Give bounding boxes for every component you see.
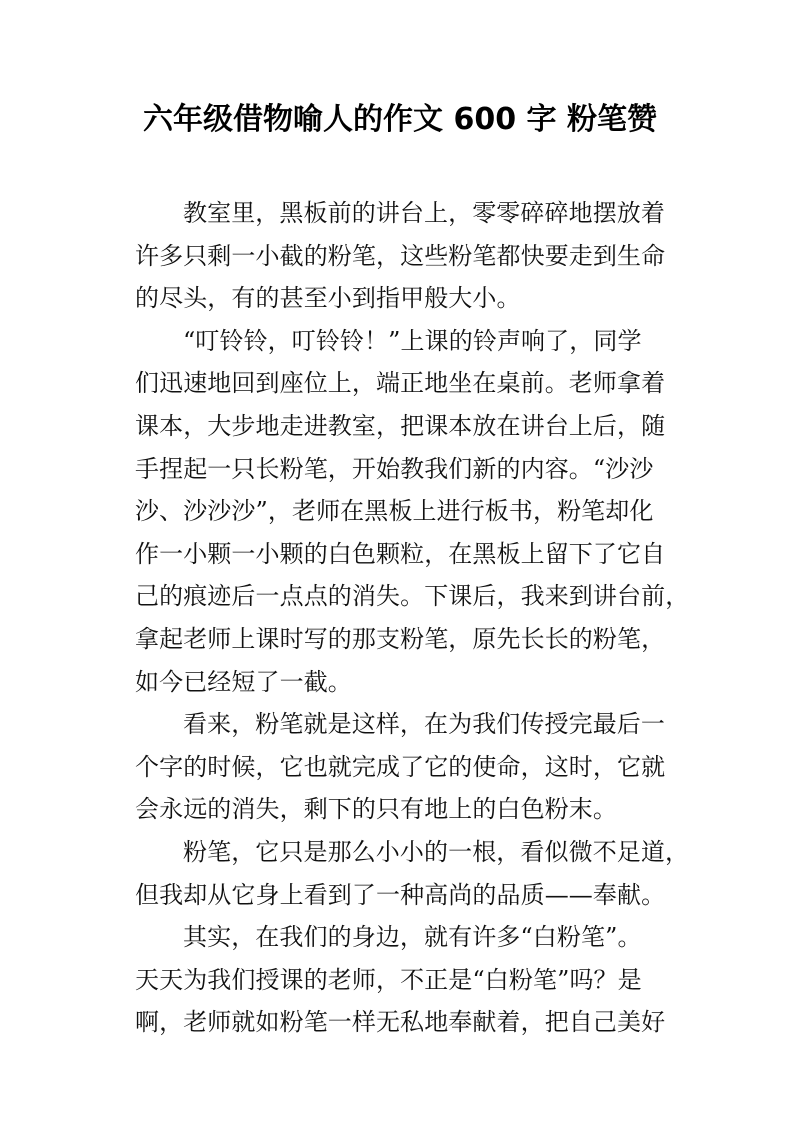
text-line: 粉笔，它只是那么小小的一根，看似微不足道， — [183, 837, 690, 866]
text-line: 如今已经短了一截。 — [135, 667, 352, 696]
text-line: 拿起老师上课时写的那支粉笔，原先长长的粉笔， — [135, 624, 666, 653]
text-line: 们迅速地回到座位上，端正地坐在桌前。老师拿着 — [135, 369, 666, 398]
text-line: 许多只剩一小截的粉笔，这些粉笔都快要走到生命 — [135, 241, 666, 270]
text-line: 个字的时候，它也就完成了它的使命，这时，它就 — [135, 752, 666, 781]
text-line: 沙、沙沙沙”，老师在黑板上进行板书，粉笔却化 — [135, 497, 654, 526]
text-line: 教室里，黑板前的讲台上，零零碎碎地摆放着 — [183, 199, 665, 227]
text-line: 手捏起一只长粉笔，开始教我们新的内容。“沙沙 — [135, 454, 654, 483]
text-line: 会永远的消失，剩下的只有地上的白色粉末。 — [135, 795, 617, 824]
text-line: 其实，在我们的身边，就有许多“白粉笔”。 — [183, 923, 642, 952]
text-line: 但我却从它身上看到了一种高尚的品质——奉献。 — [135, 880, 666, 909]
text-line: 己的痕迹后一点点的消失。下课后，我来到讲台前， — [135, 582, 690, 611]
text-line: 课本，大步地走进教室，把课本放在讲台上后，随 — [135, 411, 666, 440]
text-line: 啊，老师就如粉笔一样无私地奉献着，把自己美好 — [135, 1008, 666, 1037]
document-title: 六年级借物喻人的作文 600 字 粉笔赞 — [143, 102, 657, 137]
text-line: 作一小颗一小颗的白色颗粒，在黑板上留下了它自 — [135, 539, 666, 568]
text-line: “叮铃铃，叮铃铃！”上课的铃声响了，同学 — [183, 326, 642, 355]
text-line: 天天为我们授课的老师，不正是“白粉笔”吗？是 — [135, 965, 642, 994]
document-body — [135, 192, 695, 1044]
text-line: 看来，粉笔就是这样，在为我们传授完最后一 — [183, 710, 665, 739]
text-line: 的尽头，有的甚至小到指甲般大小。 — [135, 284, 521, 313]
